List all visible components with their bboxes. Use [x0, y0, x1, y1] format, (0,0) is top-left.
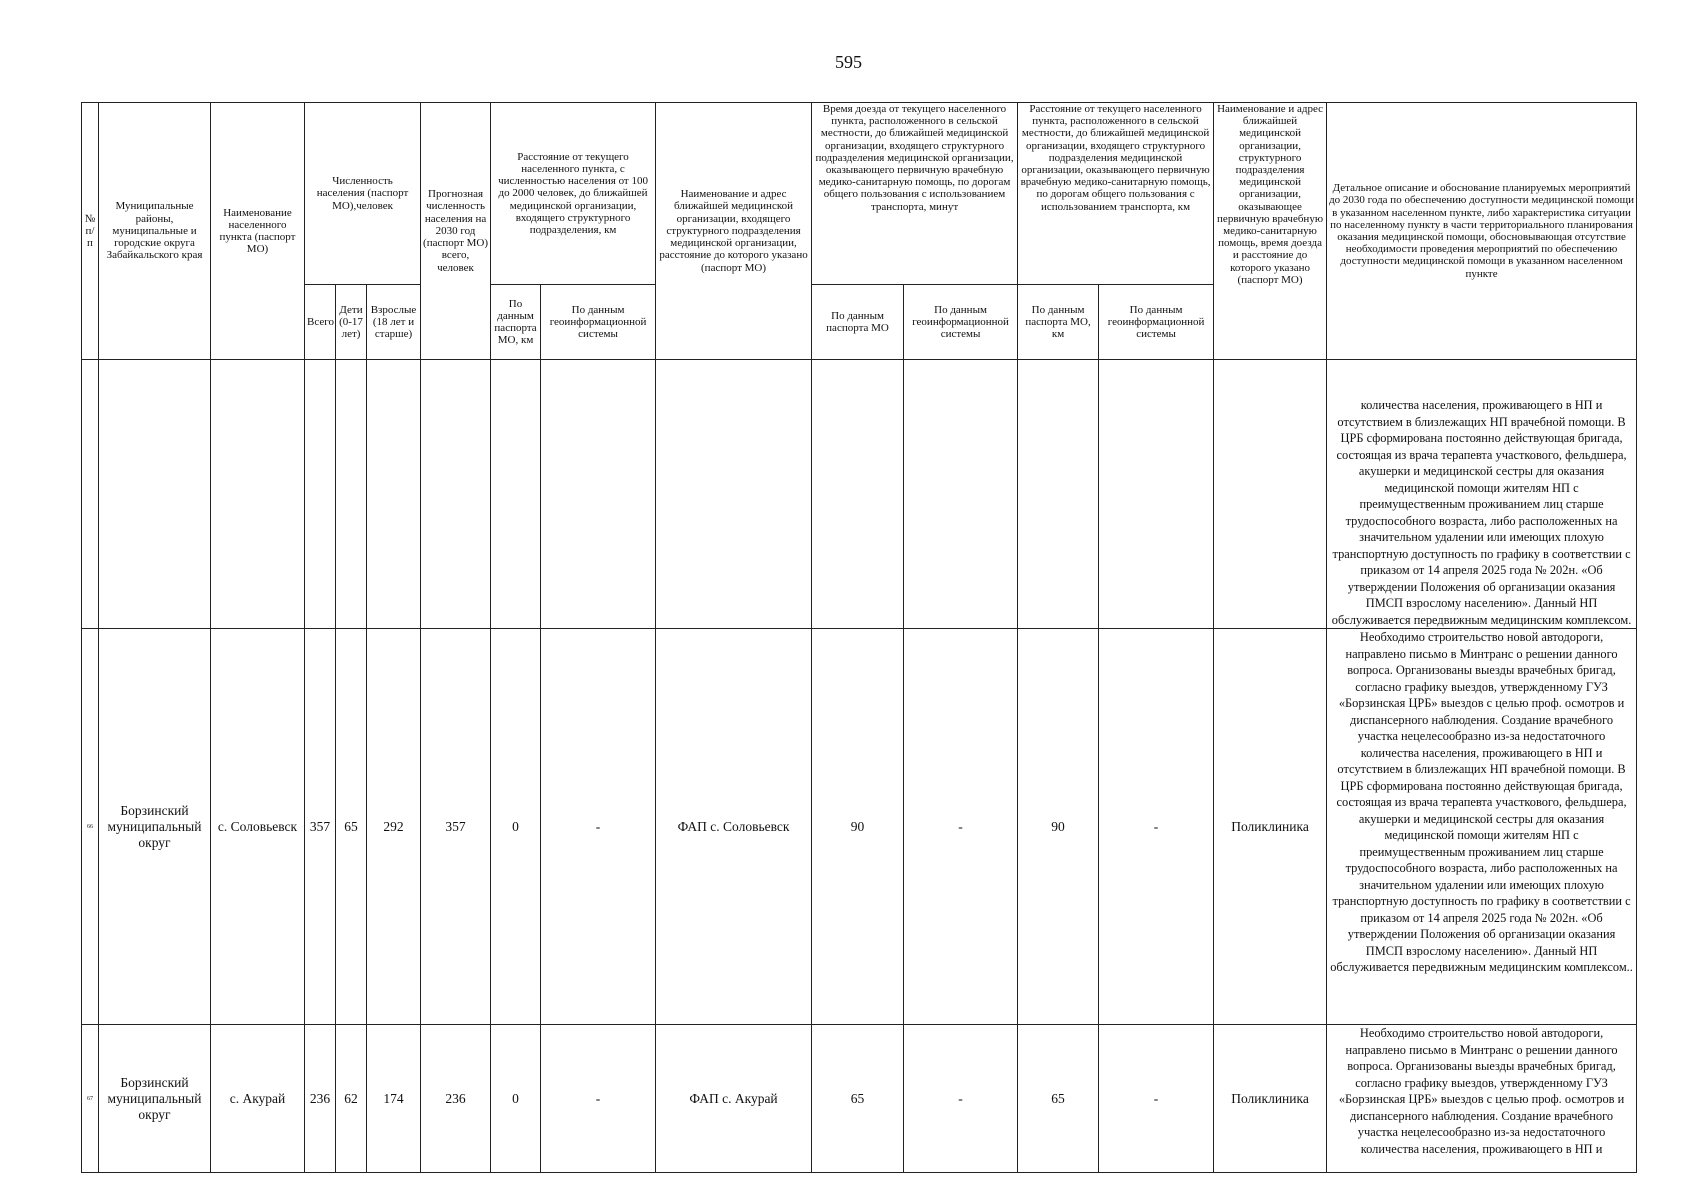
page-number: 595 — [835, 52, 862, 72]
row-description: Необходимо строительство новой автодороги, направлено письмо в Минтранс о решении данного вопроса. Организованы выезды врачебных бригад, согласно графику выездов, утвержденному ГУЗ «Борзинская ЦРБ» выездов с целью проф. осмотров и диспансерного наблюдения. Создание врачебного участка нецелесообразно из-за недостаточного количества населения, проживающего в НП и — [1327, 1025, 1637, 1173]
row-number: 66 — [82, 629, 99, 1025]
row-time-geo: - — [904, 1025, 1018, 1173]
header-forecast: Прогнозная численность населения на 2030 год (паспорт МО) всего, человек — [421, 103, 491, 360]
row-pop-adults: 292 — [367, 629, 421, 1025]
header-pop-adults: Взрослые (18 лет и старше) — [367, 285, 421, 360]
row-pop-adults: 174 — [367, 1025, 421, 1173]
header-road-passport: По данным паспорта МО, км — [1018, 285, 1099, 360]
row-primary-org: Поликлиника — [1214, 1025, 1327, 1173]
header-road-group: Расстояние от текущего населенного пункта, расположенного в сельской местности, до ближайшей медицинской организации, входящего структурного подразделения медицинской организации, оказывающего первичную врачебную медико-санитарную помощь, по дорогам общего пользования с использованием транспорта, км — [1018, 103, 1214, 285]
header-settlement: Наименование населенного пункта (паспорт МО) — [211, 103, 305, 360]
row-primary-org: Поликлиника — [1214, 629, 1327, 1025]
row-dist-geo: - — [541, 1025, 656, 1173]
table-row — [82, 1025, 1637, 1173]
row-pop-total: 236 — [305, 1025, 336, 1173]
row-forecast: 357 — [421, 629, 491, 1025]
continuation-description: количества населения, проживающего в НП и отсутствием в близлежащих НП врачебной помощи. В ЦРБ сформирована постоянно действующая бригада, состоящая из врача терапевта участкового, фельдшера, акушерки и медицинской сестры для оказания медицинской помощи жителям НП с преимущественным проживанием лиц старше трудоспособного возраста, либо расположенных на значительном удалении или имеющих плохую транспортную доступность по графику в соответствии с приказом от 14 апреля 2025 года № 202н. «Об утверждении Положения об организации оказания ПМСП взрослому населению». Данный НП обслуживается передвижным медицинским комплексом. — [1327, 360, 1637, 629]
table-row — [82, 629, 1637, 1025]
header-primary-org: Наименование и адрес ближайшей медицинской организации, структурного подразделения медицинской организации, оказывающее первичную врачебную медико-санитарную помощь, время доезда и расстояние до которого указано (паспорт МО) — [1214, 103, 1327, 360]
header-num: № п/п — [82, 103, 99, 360]
row-dist-passport: 0 — [491, 629, 541, 1025]
row-district: Борзинский муниципальный округ — [99, 1025, 211, 1173]
row-description: Необходимо строительство новой автодороги, направлено письмо в Минтранс о решении данного вопроса. Организованы выезды врачебных бригад, согласно графику выездов, утвержденному ГУЗ «Борзинская ЦРБ» выездов с целью проф. осмотров и диспансерного наблюдения. Создание врачебного участка нецелесообразно из-за недостаточного количества населения, проживающего в НП и отсутствием в близлежащих НП врачебной помощи. В ЦРБ сформирована постоянно действующая бригада, состоящая из врача терапевта участкового, фельдшера, акушерки и медицинской сестры для оказания медицинской помощи жителям НП с преимущественным проживанием лиц старше трудоспособного возраста, либо расположенных на значительном удалении или имеющих плохую транспортную доступность по графику в соответствии с приказом от 14 апреля 2025 года № 202н. «Об утверждении Положения об организации оказания ПМСП взрослому населению». Данный НП обслуживается передвижным медицинским комплексом.. — [1327, 629, 1637, 1025]
header-population: Численность населения (паспорт МО),человек — [305, 103, 421, 285]
row-road-geo: - — [1099, 629, 1214, 1025]
header-time-passport: По данным паспорта МО — [812, 285, 904, 360]
row-forecast: 236 — [421, 1025, 491, 1173]
row-settlement: с. Акурай — [211, 1025, 305, 1173]
row-nearest-org: ФАП с. Соловьевск — [656, 629, 812, 1025]
row-dist-geo: - — [541, 629, 656, 1025]
header-road-geo: По данным геоинформационной системы — [1099, 285, 1214, 360]
header-dist-passport: По данным паспорта МО, км — [491, 285, 541, 360]
row-pop-children: 65 — [336, 629, 367, 1025]
row-nearest-org: ФАП с. Акурай — [656, 1025, 812, 1173]
settlements-table — [81, 102, 1637, 1173]
header-row-1 — [82, 103, 1637, 285]
row-dist-passport: 0 — [491, 1025, 541, 1173]
header-time-group: Время доезда от текущего населенного пункта, расположенного в сельской местности, до ближайшей медицинской организации, входящего структурного подразделения медицинской организации, оказывающего первичную врачебную медико-санитарную помощь, по дорогам общего пользования с использованием транспорта, минут — [812, 103, 1018, 285]
row-time-passport: 90 — [812, 629, 904, 1025]
row-pop-total: 357 — [305, 629, 336, 1025]
row-pop-children: 62 — [336, 1025, 367, 1173]
header-pop-children: Дети (0-17 лет) — [336, 285, 367, 360]
row-settlement: с. Соловьевск — [211, 629, 305, 1025]
row-time-geo: - — [904, 629, 1018, 1025]
row-road-geo: - — [1099, 1025, 1214, 1173]
row-district: Борзинский муниципальный округ — [99, 629, 211, 1025]
row-road-passport: 90 — [1018, 629, 1099, 1025]
header-description: Детальное описание и обоснование планируемых мероприятий до 2030 года по обеспечению доступности медицинской помощи в указанном населенном пункте, либо характеристика ситуации по населенному пункту в части территориального планирования оказания медицинской помощи, обосновывающая отсутствие необходимости проведения мероприятий по обеспечению доступности медицинской помощи в указанном населенном пункте — [1327, 103, 1637, 360]
row-number: 67 — [82, 1025, 99, 1173]
header-time-geo: По данным геоинформационной системы — [904, 285, 1018, 360]
row-time-passport: 65 — [812, 1025, 904, 1173]
header-district: Муниципальные районы, муниципальные и городские округа Забайкальского края — [99, 103, 211, 360]
header-nearest-org: Наименование и адрес ближайшей медицинской организации, входящего структурного подразделения медицинской организации, расстояние до которого указано (паспорт МО) — [656, 103, 812, 360]
header-pop-total: Всего — [305, 285, 336, 360]
header-distance-group: Расстояние от текущего населенного пункта, с численностью населения от 100 до 2000 человек, до ближайшей медицинской организации, входящего структурного подразделения, км — [491, 103, 656, 285]
header-dist-geo: По данным геоинформационной системы — [541, 285, 656, 360]
row-road-passport: 65 — [1018, 1025, 1099, 1173]
continuation-row — [82, 360, 1637, 629]
